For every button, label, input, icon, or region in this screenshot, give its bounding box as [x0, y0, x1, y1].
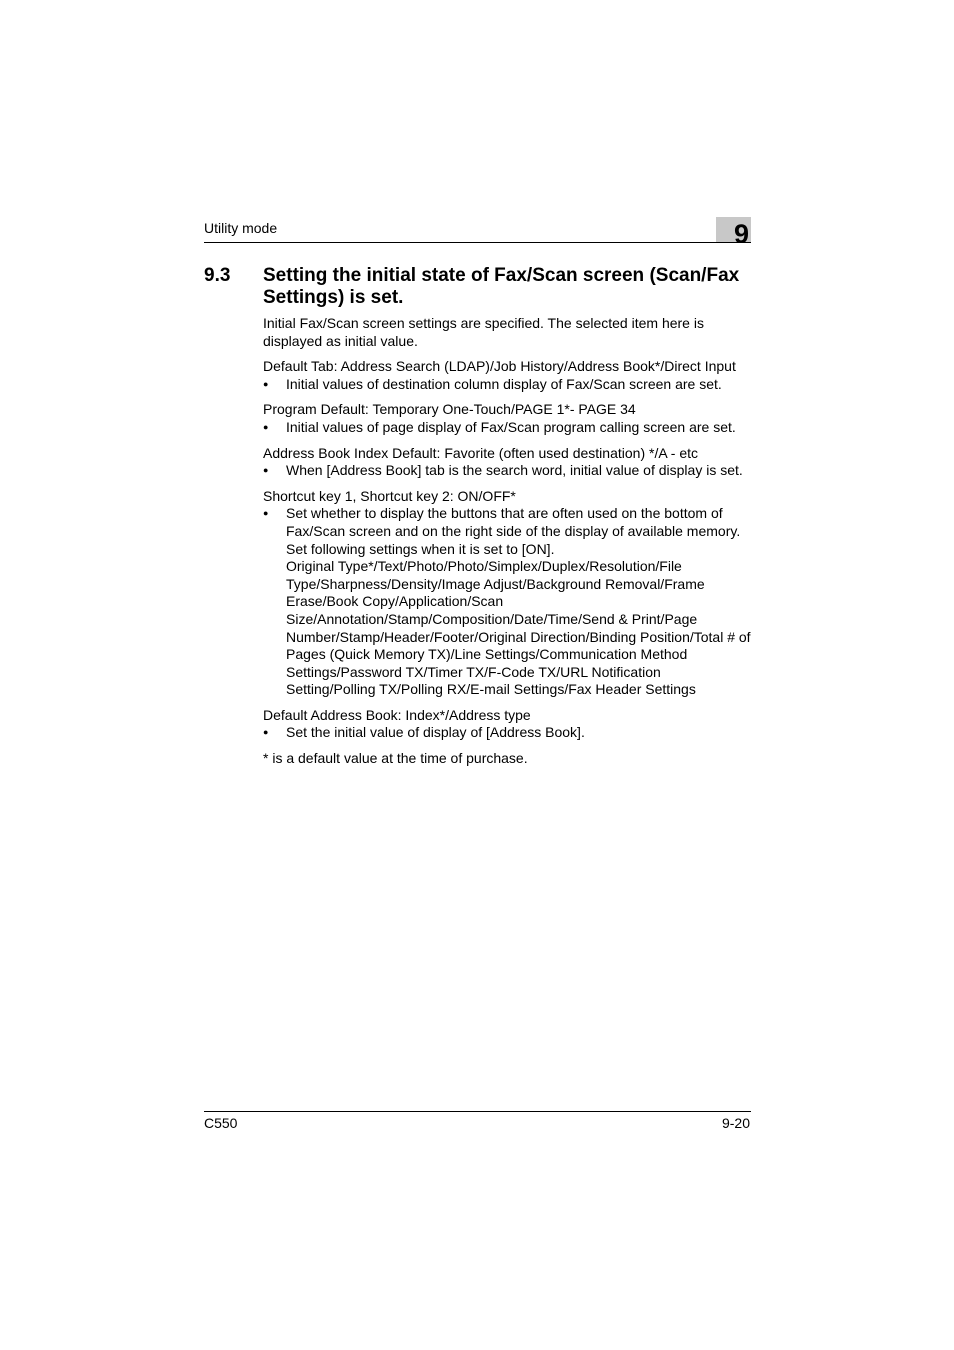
header-label: Utility mode — [204, 220, 278, 236]
footer-model: C550 — [204, 1115, 238, 1131]
section-number: 9.3 — [204, 265, 231, 286]
content-body — [263, 315, 753, 768]
setting-label: Program Default: Temporary One-Touch/PAGE 1*- PAGE 34 — [263, 401, 636, 418]
intro-paragraph: Initial Fax/Scan screen settings are specified. The selected item here is displayed as initial value. — [263, 315, 704, 349]
setting-label: Address Book Index Default: Favorite (often used destination) */A - etc — [263, 444, 699, 461]
setting-label: Default Tab: Address Search (LDAP)/Job History/Address Book*/Direct Input — [263, 358, 736, 375]
chapter-number-badge: 9 — [716, 217, 751, 242]
footer-page-number: 9-20 — [721, 1115, 750, 1131]
section-title: Setting the initial state of Fax/Scan screen (Scan/Fax Settings) is set. — [263, 265, 740, 308]
setting-label: Default Address Book: Index*/Address type — [263, 706, 531, 723]
bullet-item: ● Initial values of destination column display of Fax/Scan screen are set. — [263, 376, 753, 394]
footnote: * is a default value at the time of purchase. — [263, 750, 528, 767]
bullet-list — [263, 505, 753, 699]
bullet-item: ● Initial values of page display of Fax/Scan program calling screen are set. — [263, 419, 753, 437]
bullet-item — [263, 505, 753, 699]
bullet-item: ● When [Address Book] tab is the search word, initial value of display is set. — [263, 462, 753, 480]
footer-rule — [204, 1111, 751, 1112]
bullet-list — [263, 462, 753, 480]
header-rule — [204, 242, 751, 243]
bullet-list — [263, 724, 753, 742]
setting-label: Shortcut key 1, Shortcut key 2: ON/OFF* — [263, 487, 516, 504]
bullet-text: Set whether to display the buttons that are often used on the bottom of Fax/Scan screen and on the right side of the display of available memory. Set following settings when it is set to [ON]. — [286, 505, 741, 557]
bullet-extra-text: Original Type*/Text/Photo/Photo/Simplex/Duplex/Resolution/File Type/Sharpness/Density/Image Adjust/Background Removal/Frame Erase/Book Copy/Application/Scan Size/Annotation/Stamp/Composition/Date/Time/Send & Print/Page Number/Stamp/Header/Footer/Original Direction/Binding Position/Total # of Pages (Quick Memory TX)/Line Settings/Communication Method Settings/Password TX/Timer TX/F-Code TX/URL Notification Setting/Polling TX/Polling RX/E-mail Settings/Fax Header Settings — [286, 558, 751, 698]
bullet-item: ● Set the initial value of display of [Address Book]. — [263, 724, 753, 742]
bullet-list — [263, 376, 753, 394]
bullet-list — [263, 419, 753, 437]
